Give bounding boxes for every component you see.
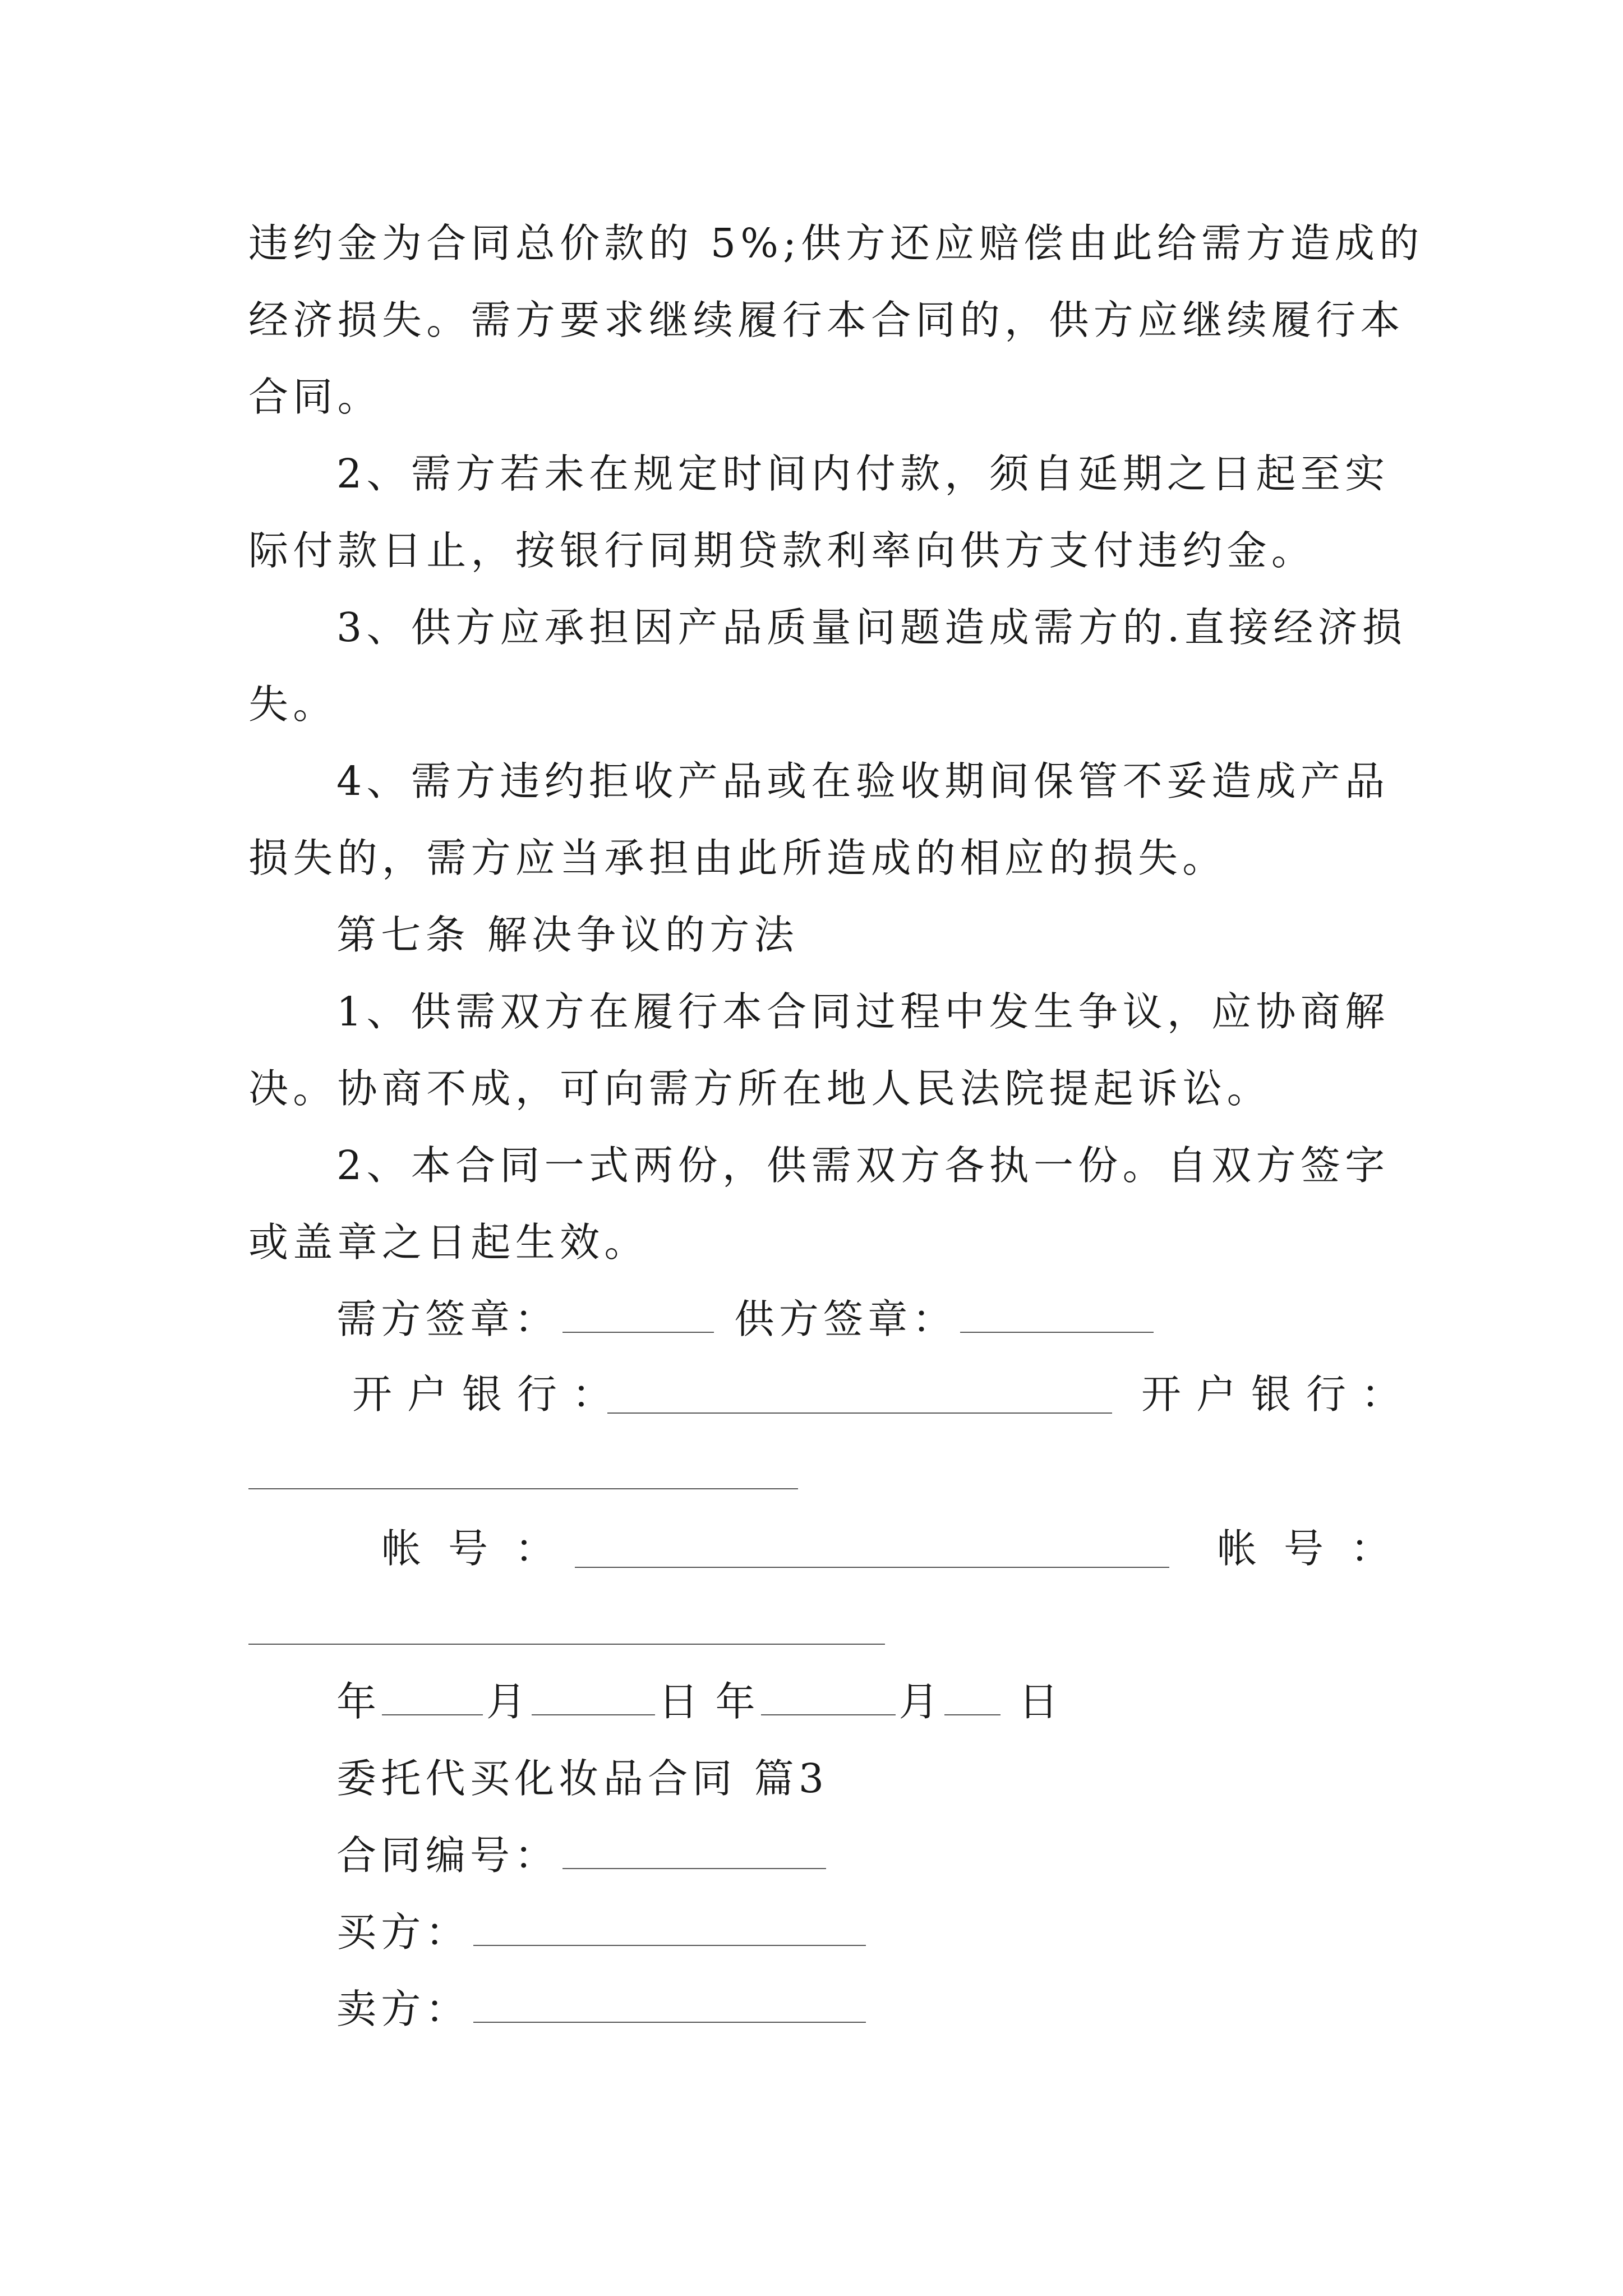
buyer-month-label: 月	[486, 1678, 529, 1725]
contract-title: 委托代买化妆品合同 篇3	[336, 1755, 829, 1802]
seller-month-label: 月	[898, 1678, 941, 1725]
paragraph-line: 3、供方应承担因产品质量问题造成需方的.直接经济损	[336, 604, 1407, 651]
buyer-year-blank	[382, 1714, 483, 1715]
buyer-row	[336, 1909, 869, 1955]
seller-year-label: 年	[715, 1678, 758, 1725]
contract-no-label: 合同编号：	[336, 1832, 559, 1879]
paragraph-line: 损失的，需方应当承担由此所造成的相应的损失。	[248, 835, 1227, 881]
buyer-account-blank	[575, 1567, 1169, 1568]
paragraph-line: 2、本合同一式两份，供需双方各执一份。自双方签字	[336, 1142, 1390, 1189]
paragraph-line: 际付款日止，按银行同期贷款利率向供方支付违约金。	[248, 527, 1316, 574]
buyer-year-label: 年	[336, 1678, 379, 1725]
buyer-bank-label: 开户银行：	[352, 1371, 628, 1418]
seller-year-blank	[761, 1714, 896, 1715]
paragraph-line: 违约金为合同总价款的 5%;供方还应赔偿由此给需方造成的	[248, 220, 1424, 266]
seller-bank-blank	[248, 1488, 798, 1489]
paragraph-line: 合同。	[248, 374, 382, 420]
seller-label: 卖方：	[336, 1986, 470, 2032]
section-heading: 第七条 解决争议的方法	[336, 912, 799, 958]
buyer-seal-label: 需方签章：	[336, 1296, 559, 1342]
buyer-account-label: 帐号：	[381, 1525, 582, 1572]
paragraph-line: 失。	[248, 681, 338, 728]
seller-account-blank	[248, 1644, 885, 1645]
seller-seal-blank	[960, 1332, 1154, 1333]
seller-month-blank	[944, 1714, 1000, 1715]
seller-blank	[473, 2022, 866, 2023]
seller-bank-label: 开户银行：	[1141, 1371, 1417, 1418]
buyer-day-label: 日	[658, 1678, 701, 1725]
paragraph-line: 经济损失。需方要求继续履行本合同的，供方应继续履行本	[248, 297, 1405, 343]
buyer-seal-blank	[562, 1332, 714, 1333]
paragraph-line: 或盖章之日起生效。	[248, 1219, 649, 1266]
date-row	[336, 1678, 1061, 1725]
seal-row	[336, 1296, 1157, 1342]
buyer-month-blank	[532, 1714, 655, 1715]
paragraph-line: 2、需方若未在规定时间内付款，须自延期之日起至实	[336, 450, 1390, 497]
seller-row	[336, 1986, 869, 2032]
paragraph-line: 1、供需双方在履行本合同过程中发生争议，应协商解	[336, 988, 1390, 1035]
buyer-blank	[473, 1945, 866, 1946]
contract-no-blank	[562, 1868, 826, 1869]
paragraph-line: 决。协商不成，可向需方所在地人民法院提起诉讼。	[248, 1065, 1271, 1112]
paragraph-line: 4、需方违约拒收产品或在验收期间保管不妥造成产品	[336, 758, 1390, 804]
seller-seal-label: 供方签章：	[734, 1296, 957, 1342]
buyer-label: 买方：	[336, 1909, 470, 1955]
seller-day-label: 日	[1018, 1678, 1061, 1725]
seller-account-label: 帐号：	[1217, 1525, 1418, 1572]
buyer-bank-blank	[607, 1412, 1112, 1414]
contract-no-row	[336, 1832, 829, 1879]
